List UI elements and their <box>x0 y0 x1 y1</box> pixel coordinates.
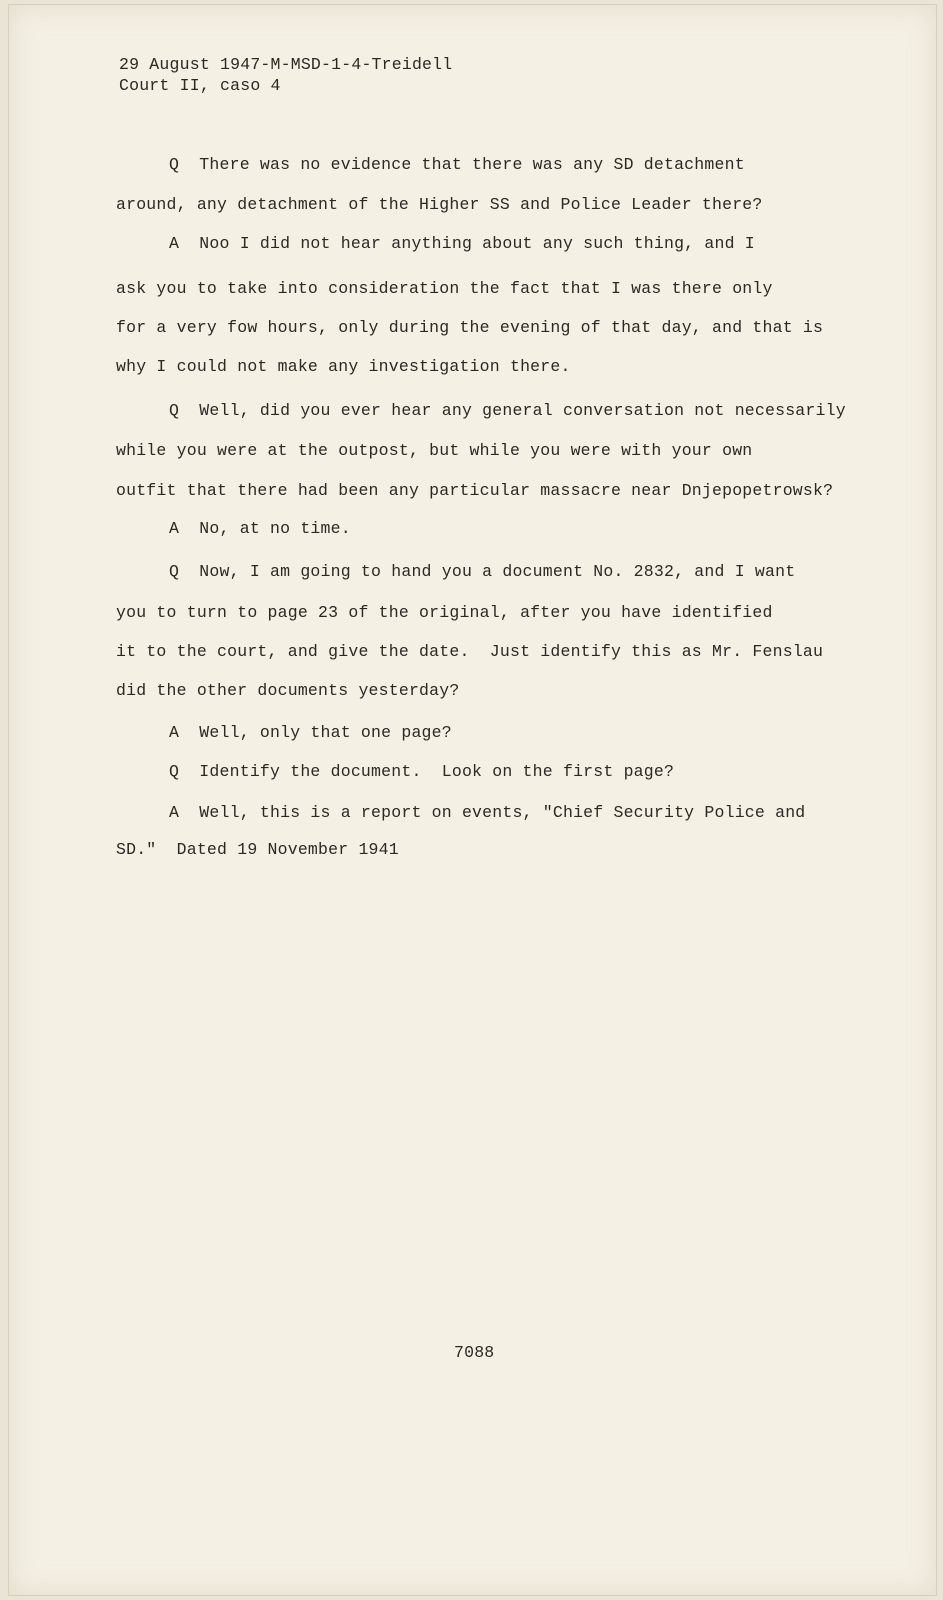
document-page <box>8 4 937 1596</box>
transcript-line: while you were at the outpost, but while you were with your own <box>116 441 753 460</box>
header-court-case: Court II, caso 4 <box>119 76 281 95</box>
transcript-line: A Noo I did not hear anything about any such thing, and I <box>169 234 755 253</box>
transcript-line: Q Now, I am going to hand you a document No. 2832, and I want <box>169 562 796 581</box>
transcript-line: you to turn to page 23 of the original, after you have identified <box>116 603 773 622</box>
transcript-line: A Well, only that one page? <box>169 723 452 742</box>
transcript-line: why I could not make any investigation there. <box>116 357 571 376</box>
header-date-reference: 29 August 1947-M-MSD-1-4-Treidell <box>119 55 453 74</box>
transcript-line: Q Well, did you ever hear any general conversation not necessarily <box>169 401 846 420</box>
page-number: 7088 <box>454 1343 495 1362</box>
transcript-line: ask you to take into consideration the fact that I was there only <box>116 279 773 298</box>
transcript-line: SD." Dated 19 November 1941 <box>116 840 399 859</box>
transcript-line: A Well, this is a report on events, "Chief Security Police and <box>169 803 806 822</box>
transcript-line: did the other documents yesterday? <box>116 681 460 700</box>
transcript-line: outfit that there had been any particular massacre near Dnjepopetrowsk? <box>116 481 834 500</box>
transcript-line: A No, at no time. <box>169 519 351 538</box>
transcript-line: around, any detachment of the Higher SS and Police Leader there? <box>116 195 763 214</box>
transcript-line: for a very fow hours, only during the evening of that day, and that is <box>116 318 824 337</box>
transcript-line: Q There was no evidence that there was any SD detachment <box>169 155 745 174</box>
transcript-line: Q Identify the document. Look on the first page? <box>169 762 675 781</box>
transcript-line: it to the court, and give the date. Just identify this as Mr. Fenslau <box>116 642 824 661</box>
